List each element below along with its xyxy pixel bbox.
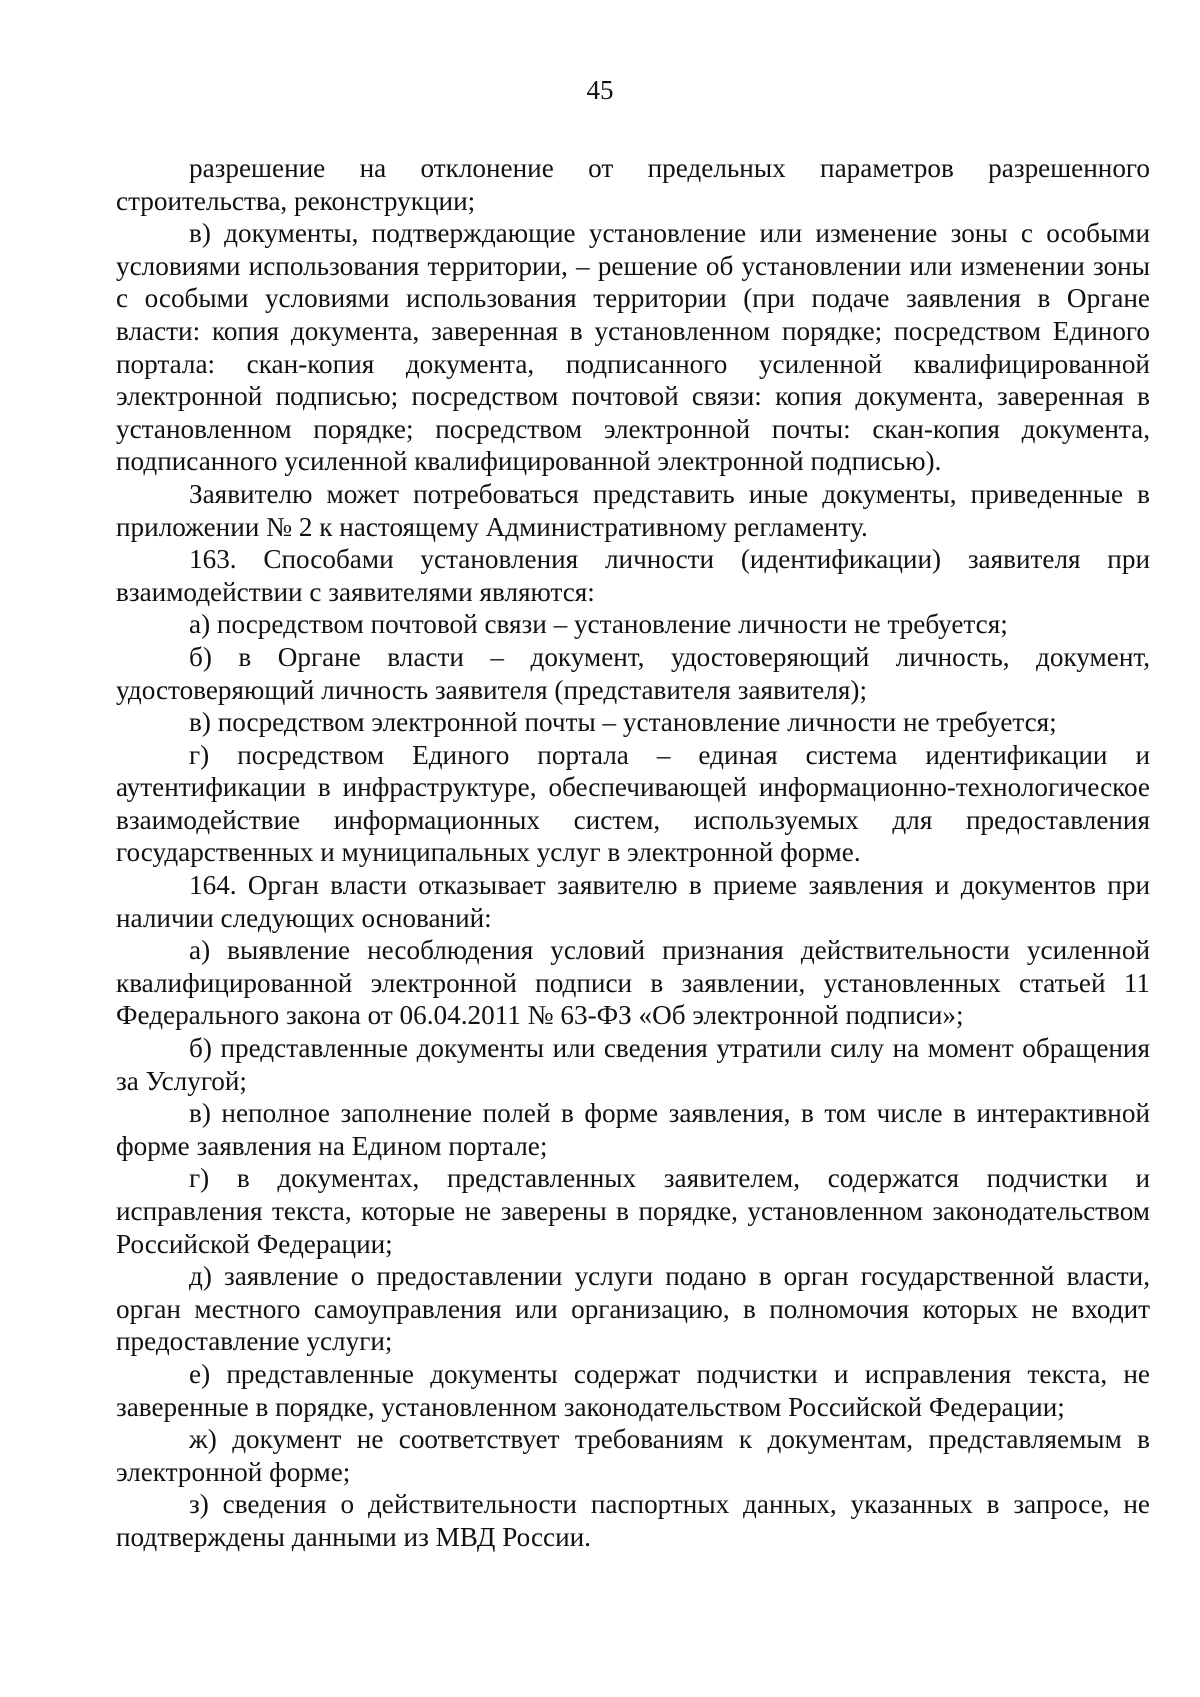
paragraph: г) посредством Единого портала – единая система идентификации и аутентификации в инфраструктуре, обеспечивающей информационно-технологическое взаимодействие информационных систем, используемых для предоставления государственных и муниципальных услуг в электронной форме. [116,739,1150,868]
paragraph: в) неполное заполнение полей в форме заявления, в том числе в интерактивной форме заявления на Едином портале; [116,1098,1150,1161]
paragraph: з) сведения о действительности паспортных данных, указанных в запросе, не подтверждены данными из МВД России. [116,1489,1150,1552]
paragraph: б) в Органе власти – документ, удостоверяющий личность, документ, удостоверяющий личность заявителя (представителя заявителя); [116,641,1150,705]
paragraph: а) посредством почтовой связи – установление личности не требуется; [189,609,1008,640]
paragraph: Заявителю может потребоваться представить иные документы, приведенные в приложении № 2 к настоящему Административному регламенту. [116,478,1150,542]
document-body [116,152,1150,1554]
paragraph: г) в документах, представленных заявителем, содержатся подчистки и исправления текста, которые не заверены в порядке, установленном законодательством Российской Федерации; [116,1163,1150,1259]
page-number: 45 [586,75,614,105]
paragraph: в) посредством электронной почты – установление личности не требуется; [189,707,1057,738]
paragraph: е) представленные документы содержат подчистки и исправления текста, не заверенные в порядке, установленном законодательством Российской Федерации; [116,1358,1150,1422]
paragraph: 164. Орган власти отказывает заявителю в приеме заявления и документов при наличии следующих оснований: [116,870,1150,933]
paragraph: 163. Способами установления личности (идентификации) заявителя при взаимодействии с заявителями являются: [116,544,1150,607]
paragraph: а) выявление несоблюдения условий признания действительности усиленной квалифицированной электронной подписи в заявлении, установленных статьей 11 Федерального закона от 06.04.2011 № 63-ФЗ «Об электронной подписи»; [116,935,1150,1031]
paragraph: б) представленные документы или сведения утратили силу на момент обращения за Услугой; [116,1033,1150,1096]
paragraph: д) заявление о предоставлении услуги подано в орган государственной власти, орган местного самоуправления или организацию, в полномочия которых не входит предоставление услуги; [116,1261,1150,1357]
paragraph: разрешение на отклонение от предельных параметров разрешенного строительства, реконструкции; [116,153,1150,216]
paragraph: ж) документ не соответствует требованиям к документам, представляемым в электронной форме; [116,1424,1150,1487]
paragraph: в) документы, подтверждающие установление или изменение зоны с особыми условиями использования территории, – решение об установлении или изменении зоны с особыми условиями использования территории (при подаче заявления в Органе власти: копия документа, заверенная в установленном порядке; посредством Единого портала: скан-копия документа, подписанного усиленной квалифицированной электронной подписью; посредством почтовой связи: копия документа, заверенная в установленном порядке; посредством электронной почты: скан-копия документа, подписанного усиленной квалифицированной электронной подписью). [116,218,1150,477]
